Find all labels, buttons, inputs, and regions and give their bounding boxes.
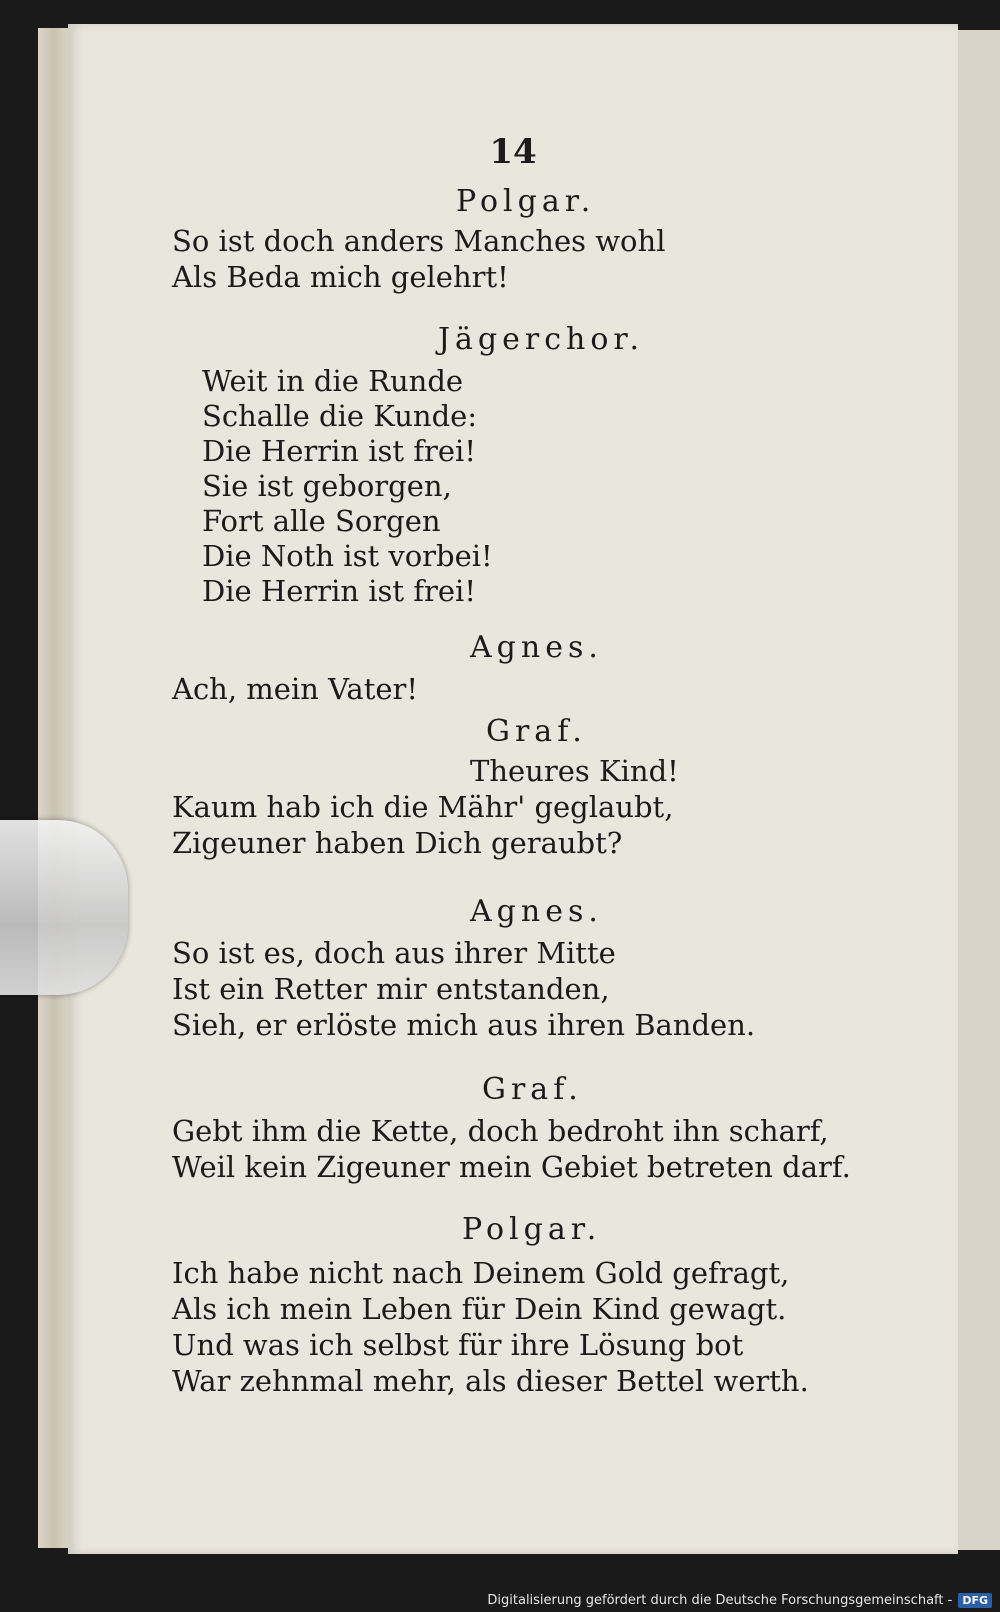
verse-line: So ist es, doch aus ihrer Mitte	[172, 936, 616, 970]
footer-credit: Digitalisierung gefördert durch die Deutsche Forschungsgemeinschaft -	[487, 1592, 953, 1608]
verse-line: Als Beda mich gelehrt!	[172, 260, 509, 294]
verse-line: Und was ich selbst für ihre Lösung bot	[172, 1328, 744, 1362]
verse-line: War zehnmal mehr, als dieser Bettel werth.	[172, 1364, 809, 1398]
speaker-polgar: Polgar.	[456, 184, 596, 219]
digitization-footer	[487, 1590, 992, 1610]
verse-line: Die Noth ist vorbei!	[202, 539, 493, 573]
speaker-graf: Graf.	[482, 1072, 583, 1107]
next-page-edge	[958, 30, 1000, 1550]
verse-line: Sieh, er erlöste mich aus ihren Banden.	[172, 1008, 756, 1042]
speaker-graf: Graf.	[486, 714, 587, 749]
verse-line: Zigeuner haben Dich geraubt?	[172, 826, 623, 860]
verse-line: Die Herrin ist frei!	[202, 434, 476, 468]
verse-line: Theures Kind!	[470, 754, 679, 788]
speaker-agnes: Agnes.	[470, 630, 603, 665]
verse-line: So ist doch anders Manches wohl	[172, 224, 666, 258]
verse-line: Sie ist geborgen,	[202, 469, 452, 503]
verse-line: Fort alle Sorgen	[202, 504, 441, 538]
speaker-polgar: Polgar.	[462, 1212, 602, 1247]
verse-line: Ist ein Retter mir entstanden,	[172, 972, 610, 1006]
page-number: 14	[489, 132, 537, 172]
verse-line: Als ich mein Leben für Dein Kind gewagt.	[172, 1292, 787, 1326]
verse-line: Kaum hab ich die Mähr' geglaubt,	[172, 790, 674, 824]
speaker-agnes: Agnes.	[470, 894, 603, 929]
dfg-logo-icon: DFG	[958, 1593, 992, 1608]
verse-line: Ich habe nicht nach Deinem Gold gefragt,	[172, 1256, 790, 1290]
verse-line: Gebt ihm die Kette, doch bedroht ihn scharf,	[172, 1114, 829, 1148]
book-page	[68, 24, 958, 1554]
page-clamp	[0, 820, 128, 995]
verse-line: Weit in die Runde	[202, 364, 464, 398]
verse-line: Ach, mein Vater!	[172, 672, 419, 706]
verse-line: Weil kein Zigeuner mein Gebiet betreten darf.	[172, 1150, 851, 1184]
verse-line: Die Herrin ist frei!	[202, 574, 476, 608]
speaker-jaegerchor: Jägerchor.	[438, 322, 644, 357]
verse-line: Schalle die Kunde:	[202, 399, 478, 433]
